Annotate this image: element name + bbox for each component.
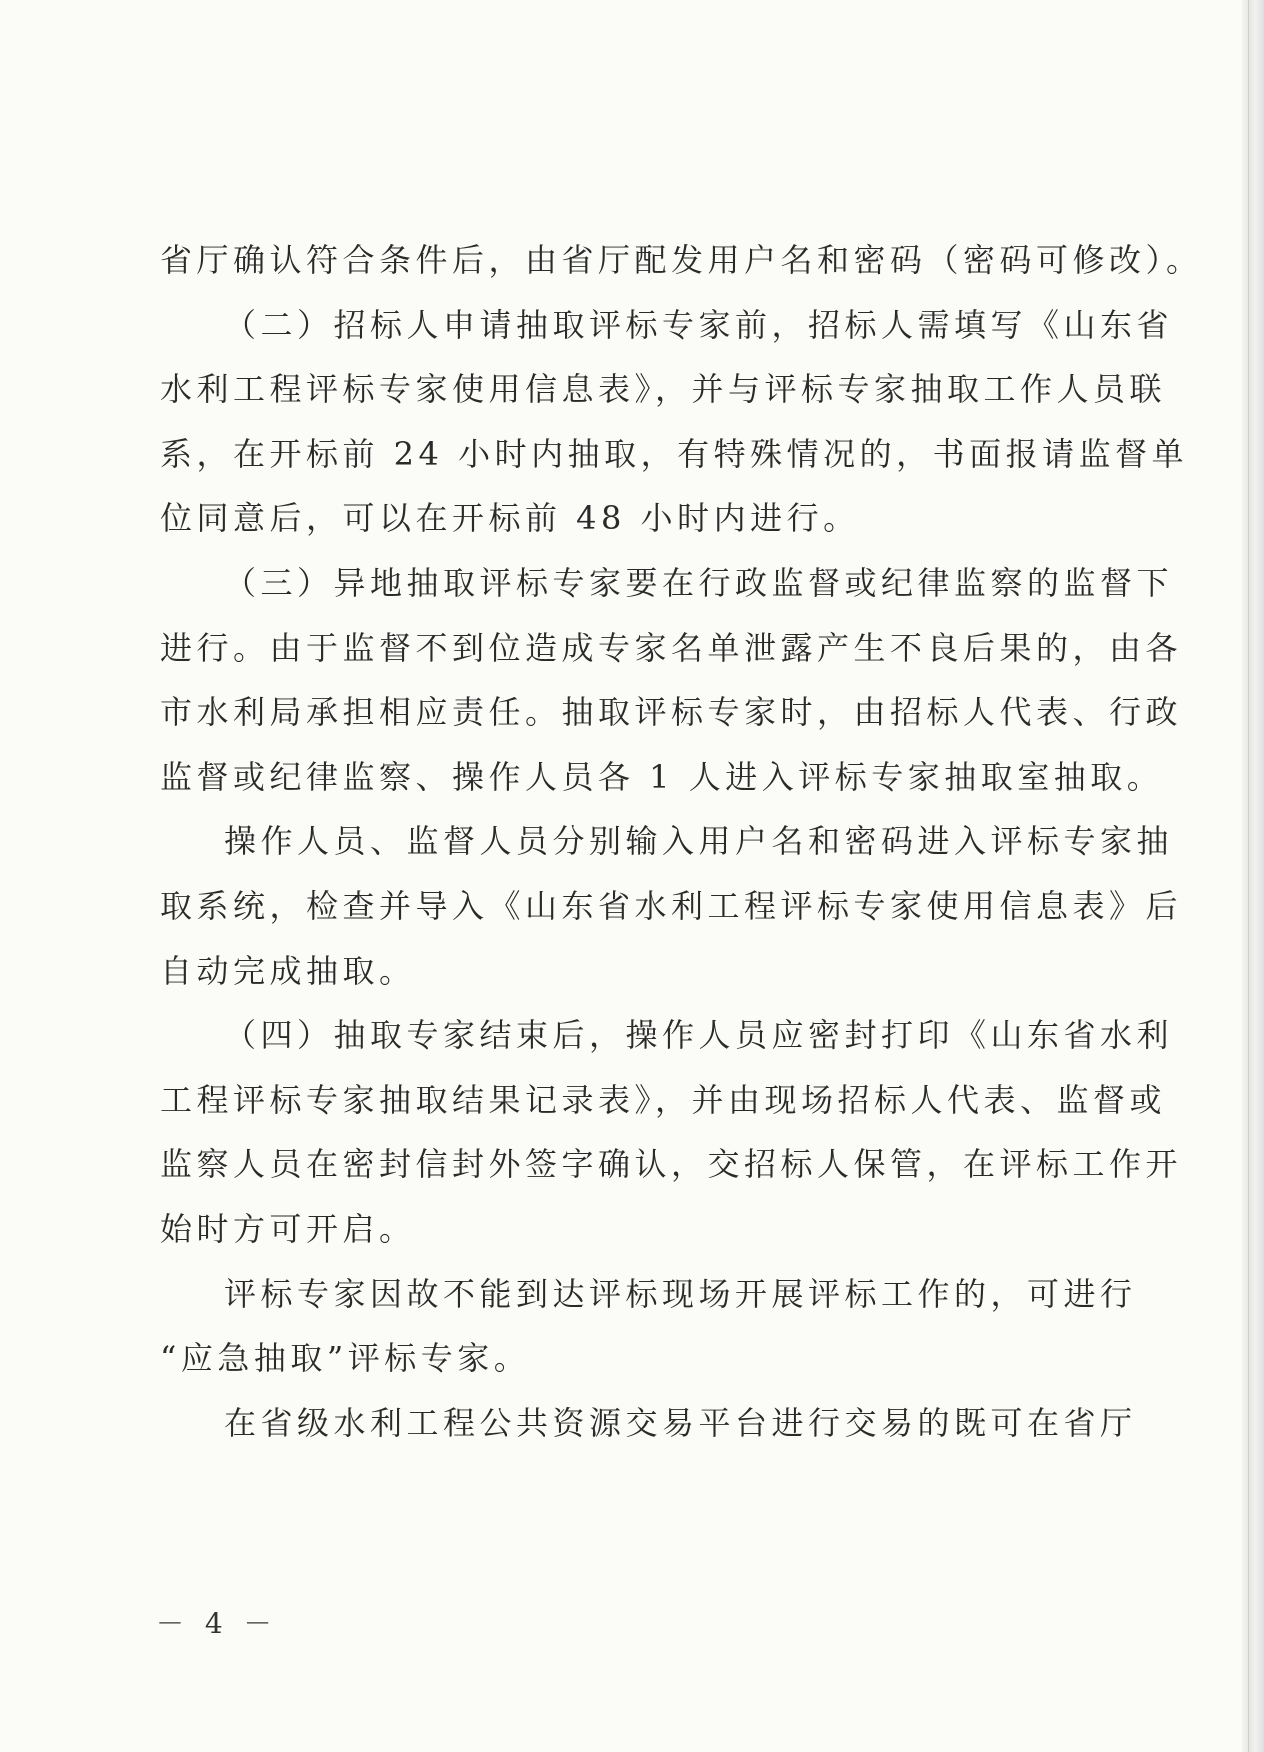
scan-edge xyxy=(1242,0,1264,1752)
text-line: 市水利局承担相应责任。抽取评标专家时，由招标人代表、行政 xyxy=(160,693,1183,732)
text-line: （二）招标人申请抽取评标专家前，招标人需填写《山东省 xyxy=(224,305,1174,344)
text-line: （三）异地抽取评标专家要在行政监督或纪律监察的监督下 xyxy=(224,563,1174,602)
text-line: 监督或纪律监察、操作人员各 1 人进入评标专家抽取室抽取。 xyxy=(160,757,1164,796)
text-line: “应急抽取”评标专家。 xyxy=(160,1339,531,1378)
text-line: 系，在开标前 24 小时内抽取，有特殊情况的，书面报请监督单 xyxy=(160,434,1189,473)
text-line: 在省级水利工程公共资源交易平台进行交易的既可在省厅 xyxy=(224,1403,1137,1442)
text-line: 操作人员、监督人员分别输入用户名和密码进入评标专家抽 xyxy=(224,822,1174,861)
text-line: 评标专家因故不能到达评标现场开展评标工作的，可进行 xyxy=(224,1274,1137,1313)
text-line: 工程评标专家抽取结果记录表》，并由现场招标人代表、监督或 xyxy=(160,1080,1167,1119)
text-line: 取系统，检查并导入《山东省水利工程评标专家使用信息表》后 xyxy=(160,886,1183,925)
text-line: 监察人员在密封信封外签字确认，交招标人保管，在评标工作开 xyxy=(160,1145,1183,1184)
text-line: 省厅确认符合条件后，由省厅配发用户名和密码（密码可修改）。 xyxy=(160,241,1203,279)
body-text xyxy=(160,228,1203,1455)
text-line: （四）抽取专家结束后，操作人员应密封打印《山东省水利 xyxy=(224,1016,1174,1055)
text-line: 自动完成抽取。 xyxy=(160,951,416,990)
text-line: 进行。由于监督不到位造成专家名单泄露产生不良后果的，由各 xyxy=(160,628,1183,667)
page-number: － 4 － xyxy=(156,1607,278,1640)
text-line: 始时方可开启。 xyxy=(160,1209,416,1248)
text-line: 水利工程评标专家使用信息表》，并与评标专家抽取工作人员联 xyxy=(160,370,1167,409)
text-line: 位同意后，可以在开标前 48 小时内进行。 xyxy=(160,499,860,538)
